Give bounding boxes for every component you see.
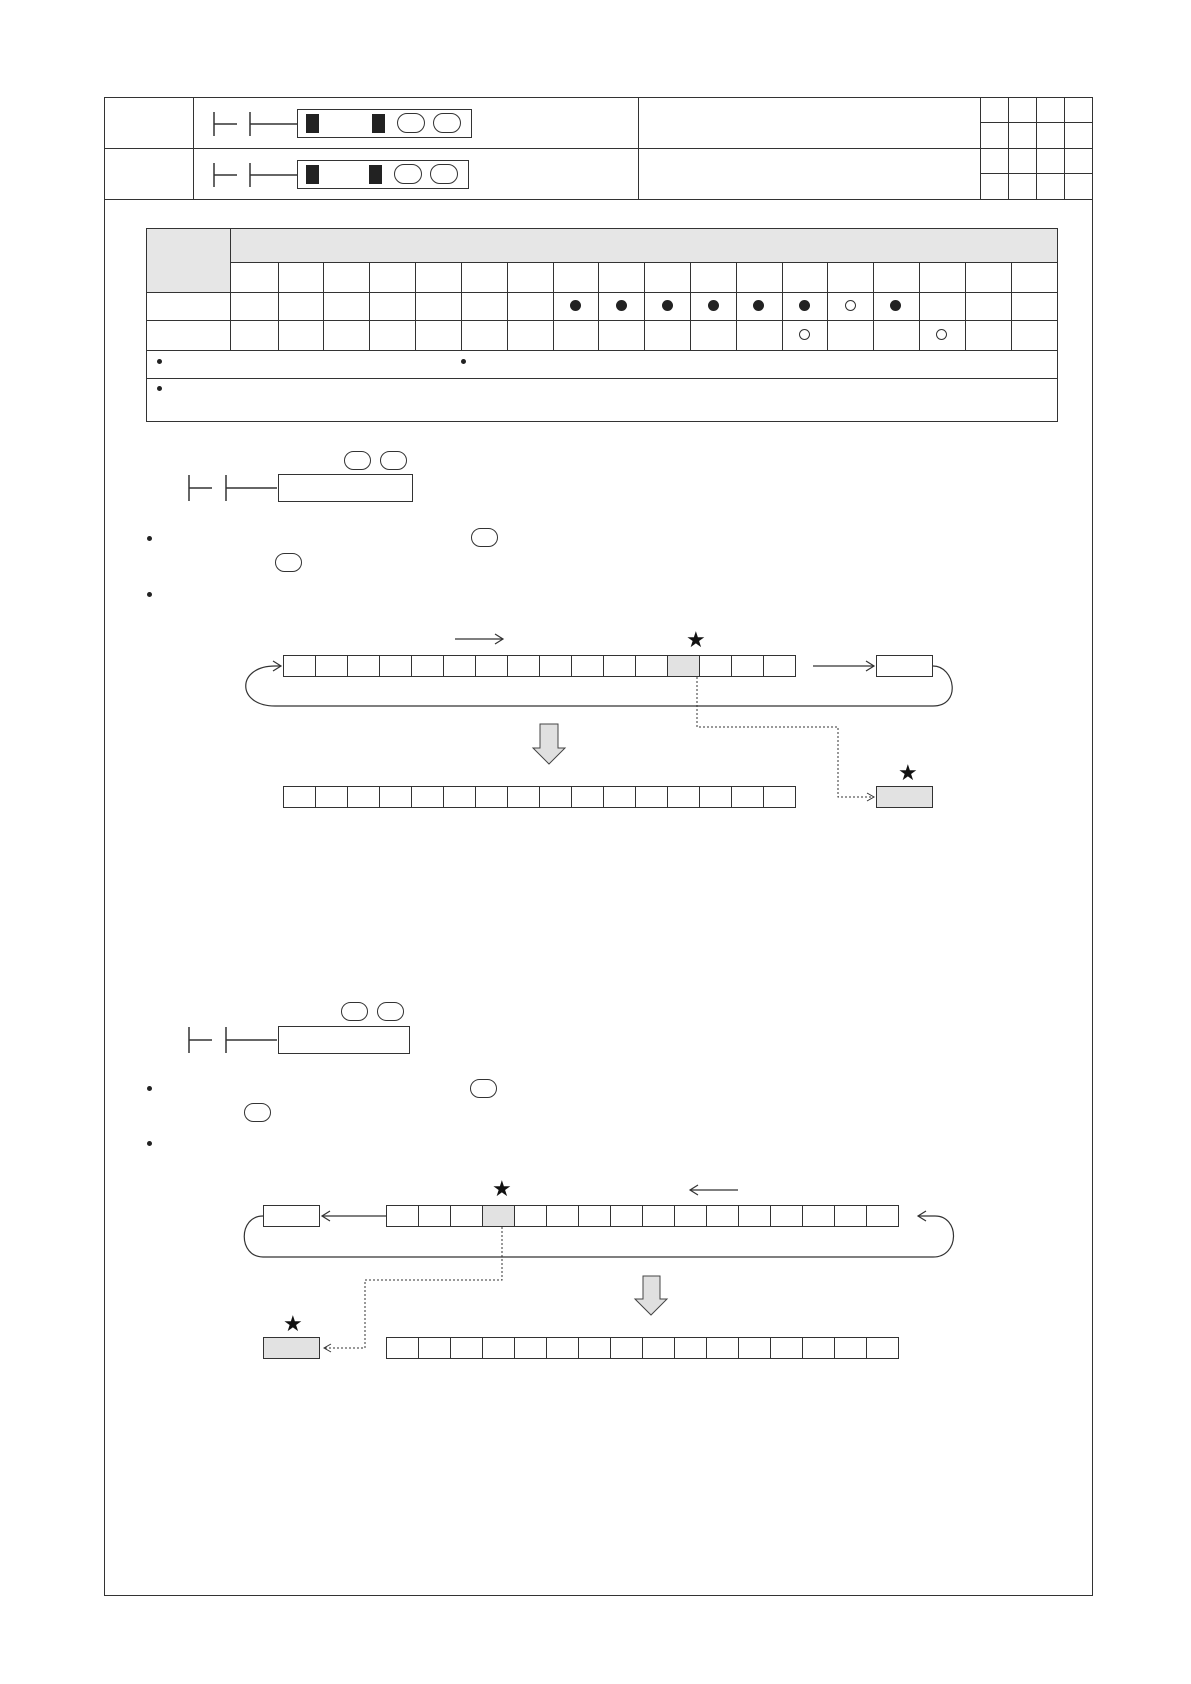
bit-cell (386, 1337, 419, 1359)
bit-cell (642, 1337, 675, 1359)
register-after (386, 1337, 899, 1359)
bit-cell (770, 1337, 803, 1359)
carry-box-highlighted (263, 1337, 320, 1359)
bit-cell (834, 1337, 867, 1359)
bit-cell (514, 1337, 547, 1359)
star-icon: ★ (898, 761, 918, 786)
bit-cell (418, 1337, 451, 1359)
bit-cell (546, 1337, 579, 1359)
bit-cell (802, 1337, 835, 1359)
bit-cell (482, 1337, 515, 1359)
bit-cell (738, 1337, 771, 1359)
star-icon: ★ (492, 1177, 512, 1202)
star-icon: ★ (283, 1312, 303, 1337)
bit-cell (610, 1337, 643, 1359)
bit-cell (706, 1337, 739, 1359)
bit-cell (674, 1337, 707, 1359)
star-icon: ★ (686, 628, 706, 653)
bit-cell (578, 1337, 611, 1359)
bit-cell (450, 1337, 483, 1359)
bit-cell (866, 1337, 899, 1359)
